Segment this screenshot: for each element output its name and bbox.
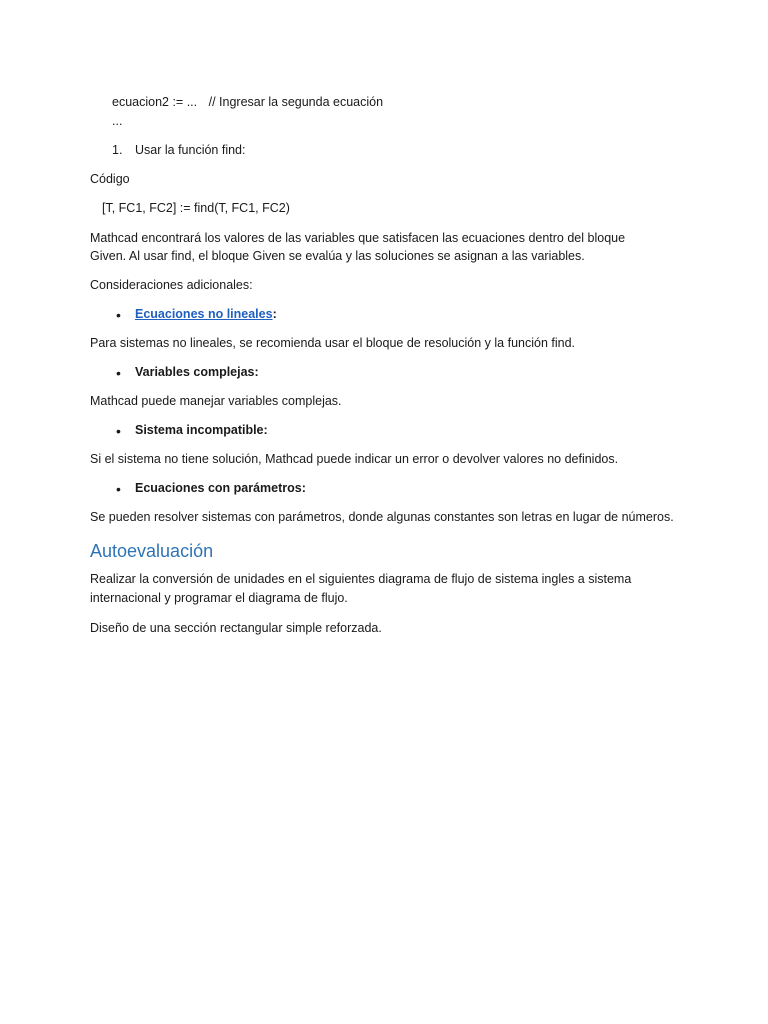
step-text: Usar la función find:	[135, 143, 246, 157]
bullet-body-nonlinear: Para sistemas no lineales, se recomienda usar el bloque de resolución y la función find.	[90, 336, 575, 350]
bullet-body-complex: Mathcad puede manejar variables complejas.	[90, 394, 342, 408]
explanation-line-1: Mathcad encontrará los valores de las variables que satisfacen las ecuaciones dentro del bloque	[90, 231, 626, 245]
step-number: 1.	[112, 143, 123, 157]
nonlinear-link[interactable]: Ecuaciones no lineales	[135, 307, 273, 321]
code-label: Código	[90, 172, 130, 186]
code-find-line: [T, FC1, FC2] := find(T, FC1, FC2)	[102, 201, 290, 215]
section-heading: Autoevaluación	[90, 541, 214, 561]
explanation-line-2: Given. Al usar find, el bloque Given se evalúa y las soluciones se asignan a las variables.	[90, 249, 585, 263]
bullet-dot: •	[116, 481, 121, 497]
self-eval-para-2: Diseño de una sección rectangular simple reforzada.	[90, 621, 382, 635]
bullet-dot: •	[116, 307, 121, 323]
numbered-step	[112, 141, 246, 159]
bullet-title-incompatible: Sistema incompatible:	[135, 423, 268, 437]
code-comment: // Ingresar la segunda ecuación	[208, 95, 384, 109]
code-ellipsis: ...	[112, 114, 123, 128]
considerations-title: Consideraciones adicionales:	[90, 278, 253, 292]
bullet-suffix: :	[272, 307, 277, 321]
bullet-body-incompatible: Si el sistema no tiene solución, Mathcad puede indicar un error o devolver valores no definidos.	[90, 452, 619, 466]
bullet-title-complex: Variables complejas:	[135, 365, 259, 379]
self-eval-line-2: internacional y programar el diagrama de flujo.	[90, 591, 348, 605]
bullet-dot: •	[116, 365, 121, 381]
code-text: ecuacion2 := ...	[112, 95, 198, 109]
bullet-title-parameters: Ecuaciones con parámetros:	[135, 481, 306, 495]
bullet-dot: •	[116, 423, 121, 439]
code-line-ecuacion2	[112, 93, 383, 111]
bullet-title-nonlinear[interactable]	[135, 305, 277, 323]
self-eval-line-1: Realizar la conversión de unidades en el siguientes diagrama de flujo de sistema ingles a sistema	[90, 572, 632, 586]
bullet-body-parameters: Se pueden resolver sistemas con parámetros, donde algunas constantes son letras en lugar de números.	[90, 510, 674, 524]
